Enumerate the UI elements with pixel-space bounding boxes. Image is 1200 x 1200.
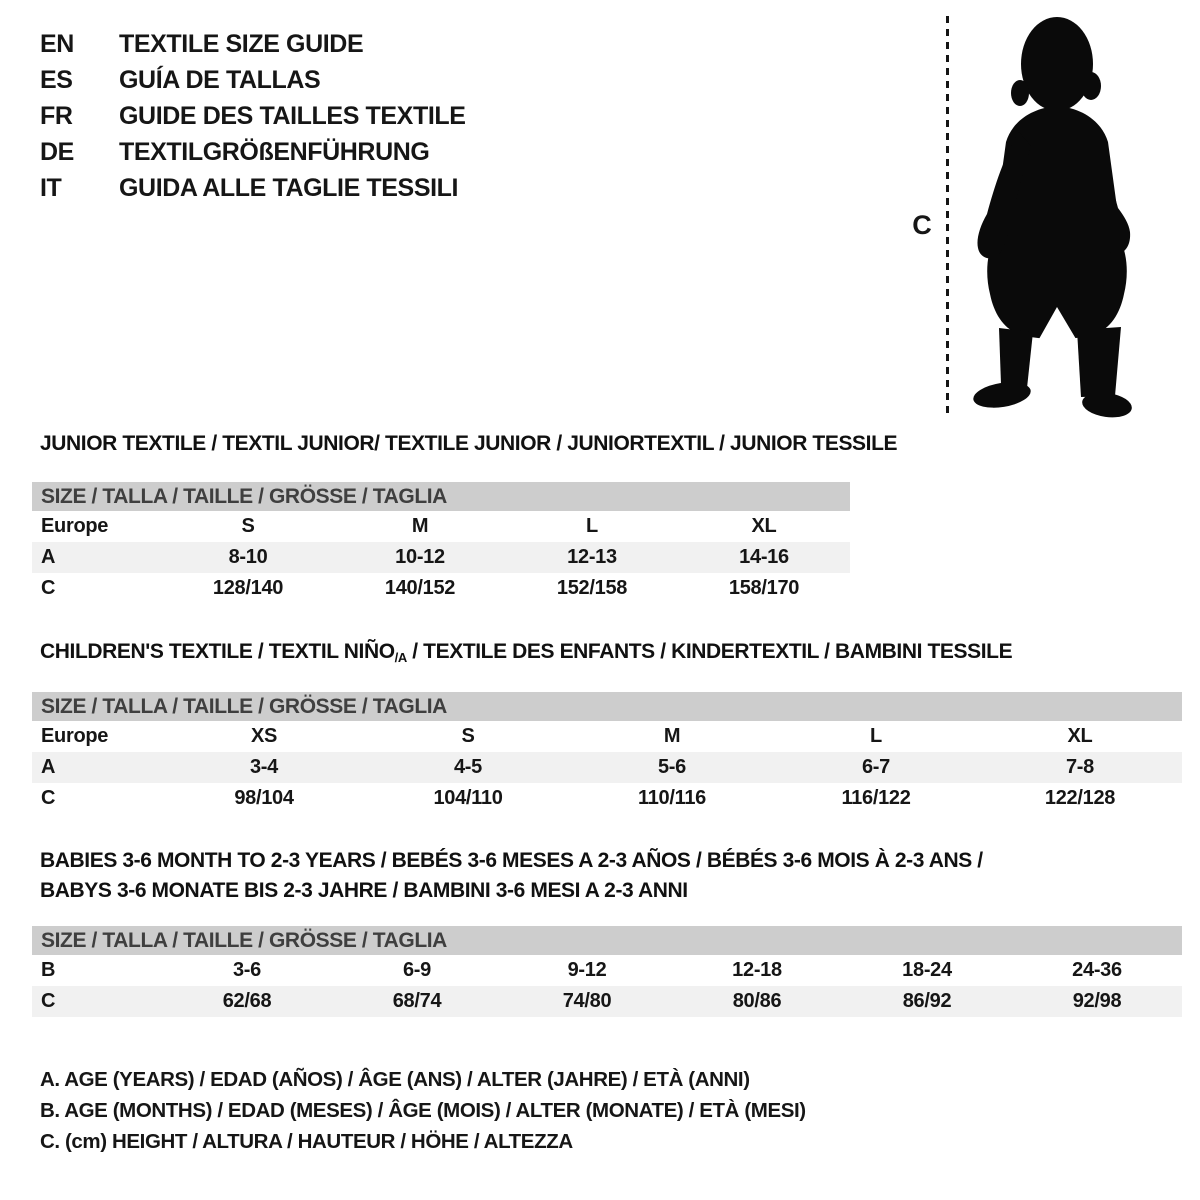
language-title: GUÍA DE TALLAS: [119, 65, 321, 94]
table-row: [32, 783, 1182, 814]
table-cell: 158/170: [728, 577, 800, 599]
children-title-pre: CHILDREN'S TEXTILE / TEXTIL NIÑO: [40, 640, 395, 663]
row-label: Europe: [41, 515, 109, 537]
babies-title-line1: BABIES 3-6 MONTH TO 2-3 YEARS / BEBÉS 3-6 MESES A 2-3 AÑOS / BÉBÉS 3-6 MOIS À 2-3 ANS /: [40, 849, 983, 872]
table-row: [32, 986, 1182, 1017]
language-row: [40, 62, 466, 98]
children-title-post: / TEXTILE DES ENFANTS / KINDERTEXTIL / BAMBINI TESSILE: [406, 640, 1013, 663]
table-cell: 7-8: [1065, 756, 1094, 778]
table-row: [32, 573, 850, 604]
table-cell: 86/92: [902, 990, 952, 1012]
table-row: [32, 721, 1182, 752]
table-cell: L: [870, 725, 882, 747]
table-cell: 6-9: [402, 959, 431, 981]
table-cell: XL: [1067, 725, 1093, 747]
language-title: TEXTILGRÖßENFÜHRUNG: [119, 137, 430, 166]
language-title: GUIDE DES TAILLES TEXTILE: [119, 101, 466, 130]
babies-textile-section: [32, 846, 1182, 1017]
table-cell: 110/116: [638, 787, 706, 809]
language-code: IT: [40, 173, 62, 202]
table-cell: S: [461, 725, 475, 747]
table-rows: [32, 955, 1182, 1017]
size-table-header: SIZE / TALLA / TAILLE / GRÖSSE / TAGLIA: [32, 482, 850, 511]
table-cell: XS: [250, 725, 278, 747]
junior-textile-section: [32, 432, 897, 604]
language-title: GUIDA ALLE TAGLIE TESSILI: [119, 173, 459, 202]
legend-line-c: C. (cm) HEIGHT / ALTURA / HAUTEUR / HÖHE / ALTEZZA: [40, 1130, 573, 1153]
table-cell: 5-6: [657, 756, 686, 778]
table-cell: 122/128: [1044, 787, 1116, 809]
children-textile-section: [32, 640, 1182, 814]
table-cell: 128/140: [212, 577, 284, 599]
row-label: A: [41, 756, 56, 778]
table-row: [32, 542, 850, 573]
table-cell: S: [241, 515, 255, 537]
language-title-list: [40, 26, 466, 206]
table-cell: 12-13: [567, 546, 617, 568]
language-row: [40, 170, 466, 206]
row-label: B: [41, 959, 56, 981]
table-cell: 6-7: [861, 756, 890, 778]
legend-line-b: B. AGE (MONTHS) / EDAD (MESES) / ÂGE (MOIS) / ALTER (MONATE) / ETÀ (MESI): [40, 1099, 806, 1122]
table-cell: 92/98: [1072, 990, 1122, 1012]
table-cell: 4-5: [453, 756, 482, 778]
row-label: C: [41, 787, 56, 809]
row-label: A: [41, 546, 56, 568]
height-measure-label: C: [912, 210, 932, 240]
table-cell: 98/104: [234, 787, 294, 809]
children-title-sub: /A: [394, 650, 407, 665]
table-cell: 10-12: [395, 546, 445, 568]
row-label: C: [41, 577, 56, 599]
table-rows: [32, 721, 1182, 814]
language-code: FR: [40, 101, 73, 130]
babies-size-table: [32, 926, 1182, 1017]
size-table-header: SIZE / TALLA / TAILLE / GRÖSSE / TAGLIA: [32, 926, 1182, 955]
language-row: [40, 26, 466, 62]
junior-size-table: [32, 482, 850, 604]
table-cell: 116/122: [841, 787, 911, 809]
table-cell: 14-16: [739, 546, 789, 568]
row-label: Europe: [41, 725, 109, 747]
table-cell: L: [586, 515, 598, 537]
row-label: C: [41, 990, 56, 1012]
table-cell: 74/80: [562, 990, 612, 1012]
babies-title-line2: BABYS 3-6 MONATE BIS 2-3 JAHRE / BAMBINI 3-6 MESI A 2-3 ANNI: [40, 879, 688, 902]
language-row: [40, 98, 466, 134]
table-cell: 3-6: [232, 959, 261, 981]
language-title: TEXTILE SIZE GUIDE: [119, 29, 364, 58]
measure-legend: [40, 1064, 806, 1157]
table-rows: [32, 511, 850, 604]
table-row: [32, 955, 1182, 986]
table-cell: 9-12: [567, 959, 607, 981]
junior-section-title: JUNIOR TEXTILE / TEXTIL JUNIOR/ TEXTILE JUNIOR / JUNIORTEXTIL / JUNIOR TESSILE: [40, 432, 898, 455]
table-cell: 8-10: [228, 546, 268, 568]
table-row: [32, 752, 1182, 783]
language-row: [40, 134, 466, 170]
table-cell: 140/152: [384, 577, 456, 599]
language-code: ES: [40, 65, 73, 94]
table-cell: 62/68: [222, 990, 272, 1012]
toddler-silhouette-icon: [965, 16, 1137, 420]
table-cell: M: [411, 515, 429, 537]
legend-line-a: A. AGE (YEARS) / EDAD (AÑOS) / ÂGE (ANS) / ALTER (JAHRE) / ETÀ (ANNI): [40, 1068, 750, 1091]
children-size-table: [32, 692, 1182, 814]
size-table-header: SIZE / TALLA / TAILLE / GRÖSSE / TAGLIA: [32, 692, 1182, 721]
table-cell: 18-24: [902, 959, 952, 981]
height-dashed-line: [946, 16, 949, 418]
table-cell: M: [663, 725, 681, 747]
language-code: DE: [40, 137, 74, 166]
table-cell: XL: [751, 515, 777, 537]
table-cell: 68/74: [392, 990, 442, 1012]
table-row: [32, 511, 850, 542]
table-cell: 80/86: [732, 990, 782, 1012]
table-cell: 3-4: [249, 756, 278, 778]
language-code: EN: [40, 29, 74, 58]
table-cell: 12-18: [732, 959, 782, 981]
table-cell: 152/158: [556, 577, 628, 599]
height-measure-figure: [900, 0, 1150, 432]
table-cell: 24-36: [1072, 959, 1122, 981]
table-cell: 104/110: [433, 787, 503, 809]
babies-section-title: [40, 846, 1182, 906]
children-section-title: [40, 640, 1182, 666]
